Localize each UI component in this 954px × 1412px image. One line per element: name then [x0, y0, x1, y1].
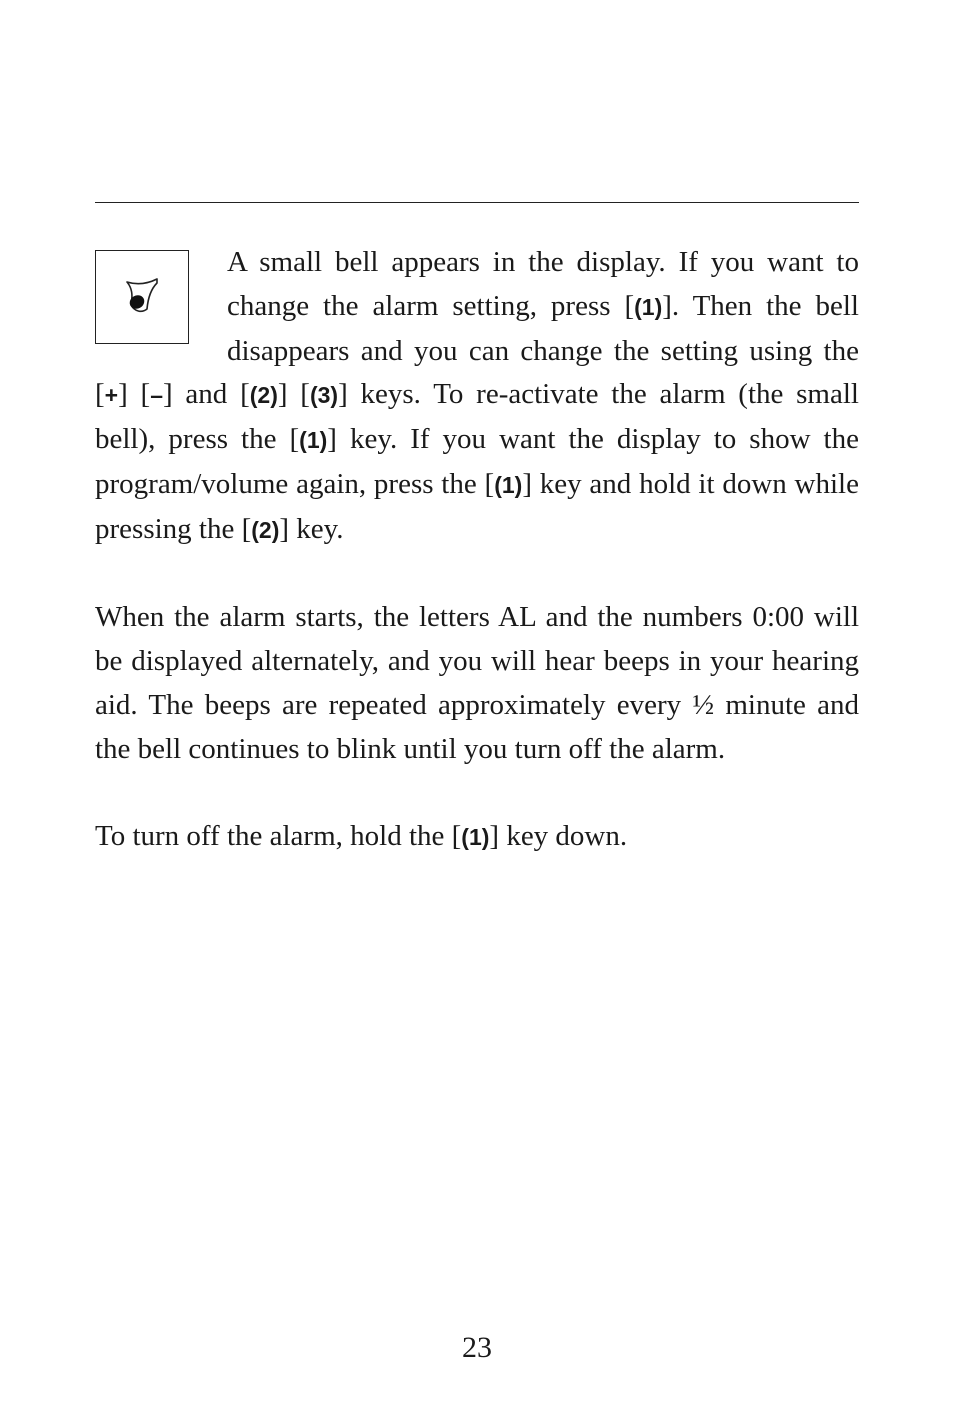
- para1-text-5: ] [: [277, 378, 310, 411]
- key-1: (1): [461, 824, 490, 851]
- para1-text-1: A small bell appears in the display. If you want to change the alarm setting, press [: [227, 246, 859, 322]
- bell-icon-box: [95, 250, 189, 344]
- key-1: (1): [299, 427, 328, 454]
- key-1: (1): [634, 293, 663, 320]
- paragraph-turn-off: [95, 815, 859, 860]
- key-1: (1): [494, 471, 523, 498]
- bell-icon: [117, 272, 167, 322]
- para1-text-9: ] key.: [279, 512, 344, 545]
- para1-text-2: ]. Then the bell disappears and you can change the setting using the [: [95, 289, 859, 411]
- para1-text-6: ] keys. To re-activate the alarm (the small bell), press the [: [95, 378, 859, 456]
- para3-text-1: To turn off the alarm, hold the [: [95, 820, 462, 853]
- page-content: [95, 241, 859, 860]
- para1-text-4: ] and [: [163, 378, 250, 411]
- para1-text-3: ] [: [118, 378, 151, 411]
- key-minus: –: [150, 382, 163, 409]
- top-rule: [95, 202, 859, 203]
- key-2: (2): [249, 382, 278, 409]
- para3-text-2: ] key down.: [489, 820, 628, 853]
- page-number: 23: [462, 1331, 492, 1364]
- key-plus: +: [104, 382, 119, 409]
- paragraph-bell: [95, 241, 859, 553]
- key-2: (2): [251, 516, 280, 543]
- paragraph-alarm-start: When the alarm starts, the letters AL and the numbers 0:00 will be displayed alternately, and you will hear beeps in your hearing aid. The beeps are repeated approximately every ½ minute and the bell continues to blink until you turn off the alarm.: [95, 601, 859, 765]
- key-3: (3): [309, 382, 339, 409]
- para1-text-8: ] key and hold it down while pressing the [: [95, 467, 859, 545]
- para1-text-7: ] key. If you want the display to show the program/volume again, press the [: [95, 423, 859, 500]
